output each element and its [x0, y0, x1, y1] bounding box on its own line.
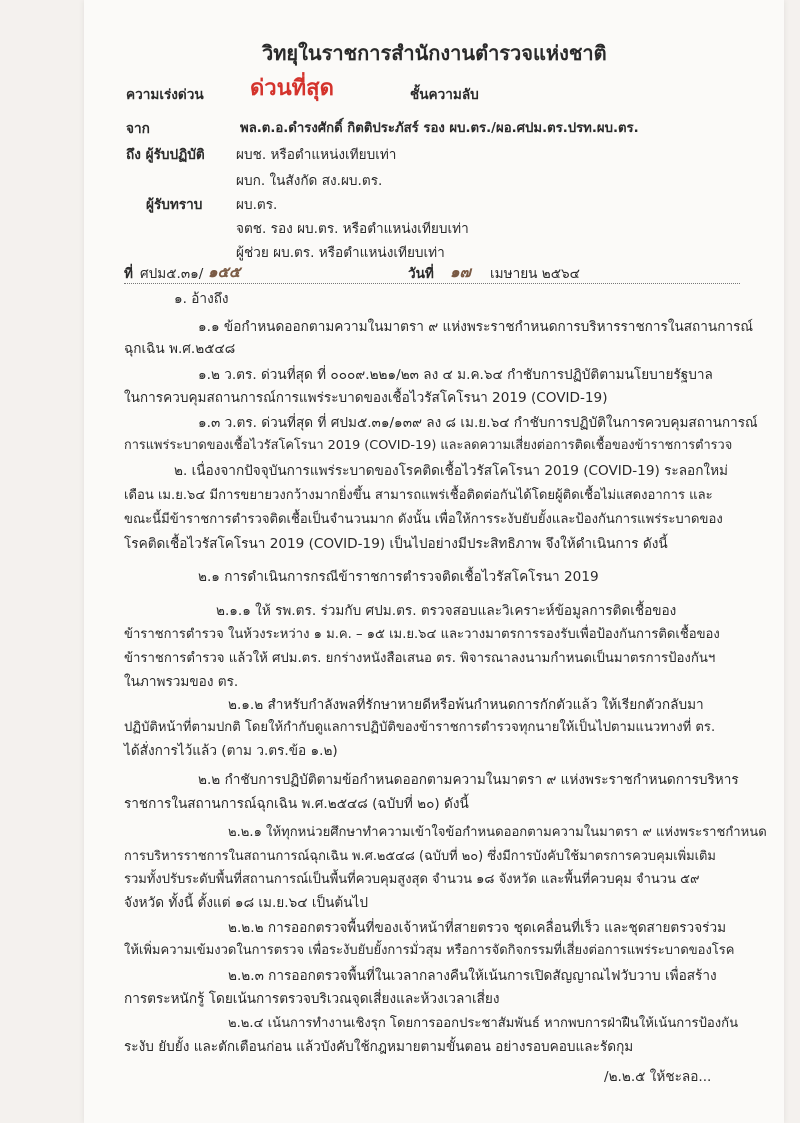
body-line: ๑.๑ ข้อกำหนดออกตามความในมาตรา ๙ แห่งพระราชกำหนดการบริหารราชการในสถานการณ์ [198, 319, 753, 335]
cc-value-1: ผบ.ตร. [236, 197, 278, 213]
to-value-2: ผบก. ในสังกัด สง.ผบ.ตร. [236, 173, 383, 189]
from-value: พล.ต.อ.ดำรงศักดิ์ กิตติประภัสร์ รอง ผบ.ตร./ผอ.ศปม.ตร.ปรท.ผบ.ตร. [240, 121, 639, 136]
body-line: ๒. เนื่องจากปัจจุบันการแพร่ระบาดของโรคติดเชื้อไวรัสโคโรนา 2019 (COVID-19) ระลอกใหม่ [174, 463, 728, 479]
body-line: ๒.๑ การดำเนินการกรณีข้าราชการตำรวจติดเชื้อไวรัสโคโรนา 2019 [198, 569, 599, 585]
body-line: การตระหนักรู้ โดยเน้นการตรวจบริเวณจุดเสี่ยงและห้วงเวลาเสี่ยง [124, 991, 500, 1007]
to-label: ถึง ผู้รับปฏิบัติ [126, 147, 205, 163]
body-line: เดือน เม.ย.๖๔ มีการขยายวงกว้างมากยิ่งขึ้น สามารถแพร่เชื้อติดต่อกันได้โดยผู้ติดเชื้อไม่แสดงอาการ และ [124, 488, 713, 503]
body-line: ปฏิบัติหน้าที่ตามปกติ โดยให้กำกับดูแลการปฏิบัติของข้าราชการตำรวจทุกนายให้เป็นไปตามแนวทางที่ ตร. [124, 720, 716, 735]
body-line: ฉุกเฉิน พ.ศ.๒๕๔๘ [124, 341, 236, 357]
ref-label: ที่ [124, 266, 133, 282]
body-line: ๒.๒.๓ การออกตรวจพื้นที่ในเวลากลางคืนให้เน้นการเปิดสัญญาณไฟวับวาบ เพื่อสร้าง [228, 968, 717, 984]
body-line: รวมทั้งปรับระดับพื้นที่สถานการณ์เป็นพื้นที่ควบคุมสูงสุด จำนวน ๑๘ จังหวัด และพื้นที่ควบคุม จำนวน ๕๙ [124, 872, 700, 887]
document-title: วิทยุในราชการสำนักงานตำรวจแห่งชาติ [262, 41, 607, 65]
body-line: ๒.๑.๑ ให้ รพ.ตร. ร่วมกับ ศปม.ตร. ตรวจสอบและวิเคราะห์ข้อมูลการติดเชื้อของ [216, 603, 677, 619]
date-day: ๑๗ [450, 263, 471, 281]
secrecy-label: ชั้นความลับ [410, 87, 479, 103]
cc-value-2: จตช. รอง ผบ.ตร. หรือตำแหน่งเทียบเท่า [236, 221, 469, 237]
body-line: ระงับ ยับยั้ง และตักเตือนก่อน แล้วบังคับใช้กฎหมายตามขั้นตอน อย่างรอบคอบและรัดกุม [124, 1039, 634, 1055]
date-label: วันที่ [408, 266, 434, 282]
body-line: ข้าราชการตำรวจ ในห้วงระหว่าง ๑ ม.ค. – ๑๕ เม.ย.๖๔ และวางมาตรการรองรับเพื่อป้องกันการติดเชื้อของ [124, 627, 720, 642]
body-line: ๑.๓ ว.ตร. ด่วนที่สุด ที่ ศปม๕.๓๑/๑๓๙ ลง ๘ เม.ย.๖๔ กำชับการปฏิบัติในการควบคุมสถานการณ์ [198, 415, 758, 431]
to-value-1: ผบช. หรือตำแหน่งเทียบเท่า [236, 147, 397, 163]
body-line: ๑. อ้างถึง [174, 291, 229, 307]
body-line: ข้าราชการตำรวจ แล้วให้ ศปม.ตร. ยกร่างหนังสือเสนอ ตร. พิจารณาลงนามกำหนดเป็นมาตรการป้องกันฯ [124, 651, 716, 666]
date-month-year: เมษายน ๒๕๖๔ [490, 266, 580, 282]
body-line: ๑.๒ ว.ตร. ด่วนที่สุด ที่ ๐๐๐๙.๒๒๑/๒๓ ลง ๔ ม.ค.๖๔ กำชับการปฏิบัติตามนโยบายรัฐบาล [198, 367, 713, 383]
cc-value-3: ผู้ช่วย ผบ.ตร. หรือตำแหน่งเทียบเท่า [236, 245, 445, 261]
body-line: ๒.๑.๒ สำหรับกำลังพลที่รักษาหายดีหรือพ้นกำหนดการกักตัวแล้ว ให้เรียกตัวกลับมา [228, 697, 704, 713]
from-label: จาก [126, 121, 150, 137]
body-line: ขณะนี้มีข้าราชการตำรวจติดเชื้อเป็นจำนวนมาก ดังนั้น เพื่อให้การระงับยับยั้งและป้องกันการแพร่ระบาดของ [124, 512, 723, 527]
body-line: ให้เพิ่มความเข้มงวดในการตรวจ เพื่อระงับยับยั้งการมั่วสุม หรือการจัดกิจกรรมที่เสี่ยงต่อการแพร่ระบาดของโรค [124, 943, 735, 958]
body-line: ได้สั่งการไว้แล้ว (ตาม ว.ตร.ข้อ ๑.๒) [124, 743, 338, 759]
body-line: ๒.๒.๔ เน้นการทำงานเชิงรุก โดยการออกประชาสัมพันธ์ หากพบการฝ่าฝืนให้เน้นการป้องกัน [228, 1016, 739, 1031]
body-line: โรคติดเชื้อไวรัสโคโรนา 2019 (COVID-19) เป็นไปอย่างมีประสิทธิภาพ จึงให้ดำเนินการ ดังนี้ [124, 536, 668, 552]
urgency-label: ความเร่งด่วน [126, 87, 204, 103]
cc-label: ผู้รับทราบ [146, 197, 203, 213]
header-divider [124, 283, 740, 284]
body-line: ในการควบคุมสถานการณ์การแพร่ระบาดของเชื้อไวรัสโคโรนา 2019 (COVID-19) [124, 390, 608, 406]
body-line: ราชการในสถานการณ์ฉุกเฉิน พ.ศ.๒๕๔๘ (ฉบับที่ ๒๐) ดังนี้ [124, 796, 469, 812]
ref-number: ๑๕๕ [208, 263, 241, 281]
body-line: การบริหารราชการในสถานการณ์ฉุกเฉิน พ.ศ.๒๕๔๘ (ฉบับที่ ๒๐) ซึ่งมีการบังคับใช้มาตรการควบคุมเพิ่มเติม [124, 849, 716, 864]
continuation-note: /๒.๒.๕ ให้ชะลอ... [604, 1069, 712, 1085]
body-line: ๒.๒.๒ การออกตรวจพื้นที่ของเจ้าหน้าที่สายตรวจ ชุดเคลื่อนที่เร็ว และชุดสายตรวจร่วม [228, 920, 727, 936]
body-line: ๒.๒.๑ ให้ทุกหน่วยศึกษาทำความเข้าใจข้อกำหนดออกตามความในมาตรา ๙ แห่งพระราชกำหนด [228, 825, 767, 840]
body-line: การแพร่ระบาดของเชื้อไวรัสโคโรนา 2019 (COVID-19) และลดความเสี่ยงต่อการติดเชื้อของข้าราชการตำรวจ [124, 438, 733, 453]
body-line: จังหวัด ทั้งนี้ ตั้งแต่ ๑๘ เม.ย.๖๔ เป็นต้นไป [124, 895, 368, 911]
urgency-stamp: ด่วนที่สุด [250, 76, 334, 101]
body-line: ในภาพรวมของ ตร. [124, 674, 239, 690]
body-line: ๒.๒ กำชับการปฏิบัติตามข้อกำหนดออกตามความในมาตรา ๙ แห่งพระราชกำหนดการบริหาร [198, 772, 739, 788]
ref-prefix: ศปม๕.๓๑/ [140, 266, 204, 282]
